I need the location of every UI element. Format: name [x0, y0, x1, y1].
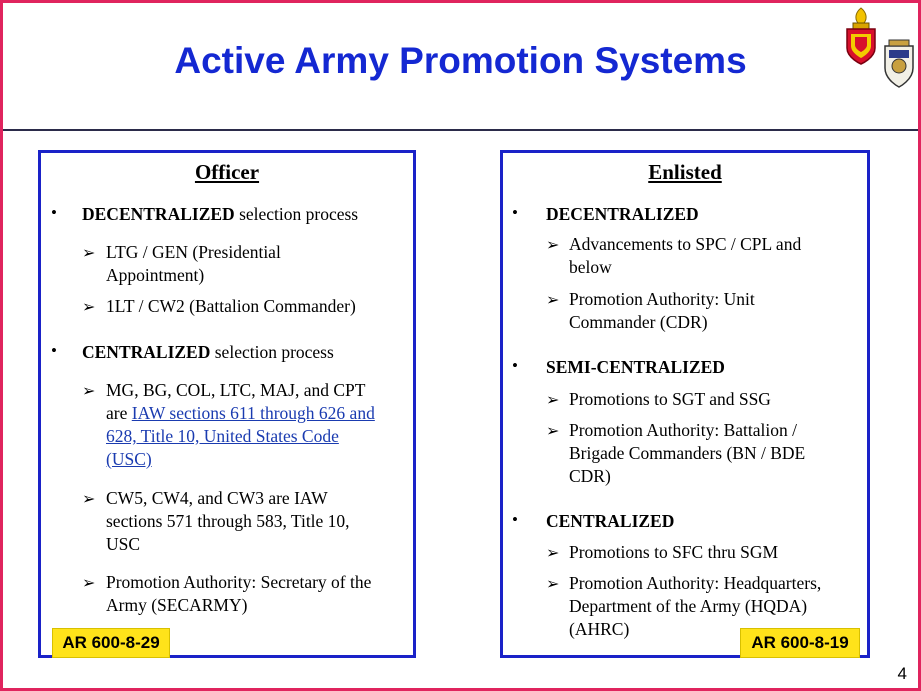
officer-bullet-decentralized: DECENTRALIZED selection process: [82, 204, 359, 224]
officer-sub-ltg-gen: LTG / GEN (Presidential: [106, 242, 281, 262]
enlisted-sub-spc-cpl-cont: below: [569, 257, 612, 277]
title-divider: [3, 129, 918, 131]
officer-sub-mg-cpt: MG, BG, COL, LTC, MAJ, and CPT: [106, 380, 366, 400]
enlisted-sub-bn-authority: Promotion Authority: Battalion /: [569, 420, 797, 440]
arrow-icon: ➢: [546, 292, 560, 309]
officer-heading: Officer: [194, 160, 260, 184]
bullet-icon: •: [512, 356, 518, 375]
officer-sub-cw5-cw3: CW5, CW4, and CW3 are IAW: [106, 488, 328, 508]
officer-sub-cw5-cw3-cont: sections 571 through 583, Title 10,: [106, 511, 350, 531]
bullet-icon: •: [512, 203, 518, 222]
enlisted-sub-hq-authority: Promotion Authority: Headquarters,: [569, 573, 822, 593]
arrow-icon: ➢: [82, 299, 96, 316]
crest-logo: [842, 6, 880, 68]
enlisted-sub-hq-authority-end: (AHRC): [569, 619, 630, 639]
officer-sub-mg-cpt-cont: are IAW sections 611 through 626 and: [106, 403, 375, 423]
officer-sub-authority: Promotion Authority: Secretary of the: [106, 572, 372, 592]
enlisted-sub-unit-authority-cont: Commander (CDR): [569, 312, 708, 332]
seal-logo: [882, 38, 916, 90]
enlisted-sub-hq-authority-cont: Department of the Army (HQDA): [569, 596, 808, 616]
officer-reference-badge: AR 600-8-29: [52, 628, 170, 658]
enlisted-sub-unit-authority: Promotion Authority: Unit: [569, 289, 755, 309]
officer-sub-ltg-gen-cont: Appointment): [106, 265, 205, 285]
bullet-icon: •: [51, 341, 57, 360]
enlisted-sub-sfc-sgm: Promotions to SFC thru SGM: [569, 542, 779, 562]
officer-bullet-centralized: CENTRALIZED selection process: [82, 342, 334, 362]
bullet-icon: •: [51, 203, 57, 222]
enlisted-sub-bn-authority-end: CDR): [569, 466, 611, 486]
enlisted-bullet-centralized: CENTRALIZED: [546, 511, 675, 531]
arrow-icon: ➢: [546, 237, 560, 254]
arrow-icon: ➢: [82, 575, 96, 592]
usc-link[interactable]: IAW sections 611 through 626 and: [131, 403, 375, 423]
arrow-icon: ➢: [546, 423, 560, 440]
enlisted-reference-badge: AR 600-8-19: [740, 628, 860, 658]
enlisted-sub-sgt-ssg: Promotions to SGT and SSG: [569, 389, 771, 409]
usc-link-end[interactable]: (USC): [106, 449, 152, 469]
slide-title: Active Army Promotion Systems: [174, 40, 747, 81]
arrow-icon: ➢: [546, 392, 560, 409]
enlisted-sub-spc-cpl: Advancements to SPC / CPL and: [569, 234, 802, 254]
enlisted-sub-bn-authority-cont: Brigade Commanders (BN / BDE: [569, 443, 806, 463]
page-number: 4: [897, 664, 907, 683]
arrow-icon: ➢: [546, 576, 560, 593]
usc-link-cont[interactable]: 628, Title 10, United States Code: [106, 426, 339, 446]
enlisted-heading: Enlisted: [648, 160, 722, 184]
arrow-icon: ➢: [546, 545, 560, 562]
bullet-icon: •: [512, 510, 518, 529]
arrow-icon: ➢: [82, 245, 96, 262]
arrow-icon: ➢: [82, 383, 96, 400]
arrow-icon: ➢: [82, 491, 96, 508]
crest-torch-icon: [856, 8, 866, 23]
officer-sub-cw5-cw3-end: USC: [106, 534, 141, 554]
enlisted-bullet-decentralized: DECENTRALIZED: [546, 204, 699, 224]
officer-sub-authority-cont: Army (SECARMY): [106, 595, 248, 615]
enlisted-bullet-semi-centralized: SEMI-CENTRALIZED: [546, 357, 725, 377]
officer-sub-1lt-cw2: 1LT / CW2 (Battalion Commander): [106, 296, 356, 316]
